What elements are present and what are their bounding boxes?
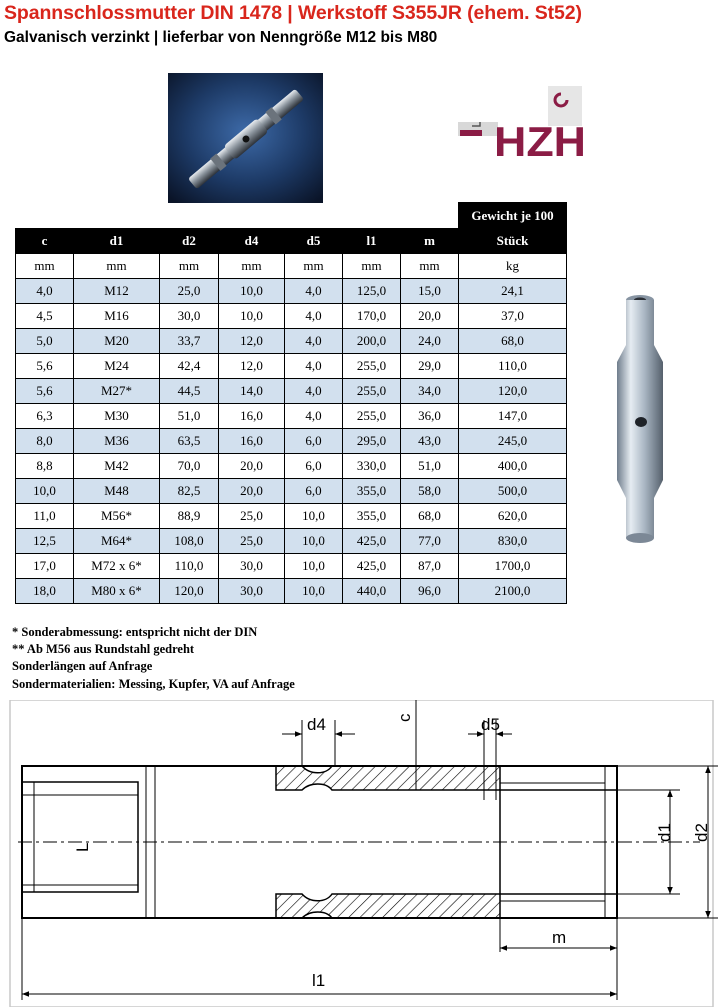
cell-weight: 830,0: [459, 529, 567, 554]
table-row: [16, 479, 567, 504]
svg-text:HZH: HZH: [494, 118, 586, 158]
cell-d4: 16,0: [219, 429, 285, 454]
cell-m: 36,0: [401, 404, 459, 429]
cell-d5: 10,0: [285, 554, 343, 579]
cell-d4: 16,0: [219, 404, 285, 429]
cell-d5: 4,0: [285, 279, 343, 304]
cell-d5: 6,0: [285, 479, 343, 504]
cell-d5: 4,0: [285, 354, 343, 379]
cell-d4: 10,0: [219, 304, 285, 329]
cell-weight: 68,0: [459, 329, 567, 354]
cell-m: 68,0: [401, 504, 459, 529]
table-row: [16, 554, 567, 579]
cell-d1: M64*: [74, 529, 160, 554]
cell-d2: 110,0: [160, 554, 219, 579]
col-header-d2: d2: [160, 229, 219, 254]
cell-m: 29,0: [401, 354, 459, 379]
cell-l1: 425,0: [343, 529, 401, 554]
cell-d5: 4,0: [285, 304, 343, 329]
col-header-d4: d4: [219, 229, 285, 254]
cell-c: 5,6: [16, 379, 74, 404]
table-row: [16, 279, 567, 304]
cell-d4: 20,0: [219, 454, 285, 479]
cell-d2: 30,0: [160, 304, 219, 329]
label-d4: d4: [307, 715, 326, 734]
label-d5: d5: [481, 715, 500, 734]
cell-c: 5,0: [16, 329, 74, 354]
cell-d2: 25,0: [160, 279, 219, 304]
table-row: [16, 504, 567, 529]
unit-cell: kg: [459, 254, 567, 279]
cell-l1: 200,0: [343, 329, 401, 354]
cell-l1: 125,0: [343, 279, 401, 304]
table-row: [16, 354, 567, 379]
cell-d5: 4,0: [285, 404, 343, 429]
turnbuckle-side-image: [605, 290, 675, 545]
cell-l1: 255,0: [343, 379, 401, 404]
cell-d1: M20: [74, 329, 160, 354]
cell-l1: 170,0: [343, 304, 401, 329]
weight-header-row: [16, 203, 567, 229]
unit-cell: mm: [160, 254, 219, 279]
cell-d1: M80 x 6*: [74, 579, 160, 604]
cell-m: 20,0: [401, 304, 459, 329]
cell-m: 77,0: [401, 529, 459, 554]
cell-d2: 88,9: [160, 504, 219, 529]
cell-m: 87,0: [401, 554, 459, 579]
cell-d1: M56*: [74, 504, 160, 529]
cell-weight: 147,0: [459, 404, 567, 429]
table-row: [16, 404, 567, 429]
cell-m: 96,0: [401, 579, 459, 604]
footnotes: [12, 624, 295, 693]
cell-d1: M36: [74, 429, 160, 454]
cell-c: 17,0: [16, 554, 74, 579]
cell-weight: 24,1: [459, 279, 567, 304]
unit-cell: mm: [401, 254, 459, 279]
cell-c: 4,0: [16, 279, 74, 304]
cell-d2: 63,5: [160, 429, 219, 454]
cell-c: 18,0: [16, 579, 74, 604]
cell-d5: 10,0: [285, 504, 343, 529]
cell-c: 5,6: [16, 354, 74, 379]
cell-weight: 120,0: [459, 379, 567, 404]
cell-weight: 110,0: [459, 354, 567, 379]
footnote: Sonderlängen auf Anfrage: [12, 659, 153, 674]
col-header-weight: Stück: [459, 229, 567, 254]
technical-drawing: [0, 700, 723, 1007]
unit-cell: mm: [219, 254, 285, 279]
cell-c: 12,5: [16, 529, 74, 554]
cell-c: 11,0: [16, 504, 74, 529]
cell-d2: 120,0: [160, 579, 219, 604]
cell-d4: 10,0: [219, 279, 285, 304]
cell-l1: 295,0: [343, 429, 401, 454]
label-d2: d2: [692, 823, 711, 842]
cell-d5: 10,0: [285, 579, 343, 604]
cell-weight: 245,0: [459, 429, 567, 454]
label-c: c: [395, 713, 414, 722]
cell-weight: 1700,0: [459, 554, 567, 579]
cell-d4: 12,0: [219, 329, 285, 354]
cell-l1: 425,0: [343, 554, 401, 579]
cell-d2: 70,0: [160, 454, 219, 479]
col-header-l1: l1: [343, 229, 401, 254]
cell-d5: 10,0: [285, 529, 343, 554]
cell-weight: 620,0: [459, 504, 567, 529]
col-header-d1: d1: [74, 229, 160, 254]
cell-l1: 255,0: [343, 354, 401, 379]
table-row: [16, 379, 567, 404]
cell-l1: 255,0: [343, 404, 401, 429]
table-row: [16, 329, 567, 354]
unit-row: [16, 254, 567, 279]
footnote: ** Ab M56 aus Rundstahl gedreht: [12, 642, 195, 657]
unit-cell: mm: [285, 254, 343, 279]
cell-m: 34,0: [401, 379, 459, 404]
cell-m: 15,0: [401, 279, 459, 304]
unit-cell: mm: [74, 254, 160, 279]
cell-weight: 500,0: [459, 479, 567, 504]
cell-weight: 400,0: [459, 454, 567, 479]
cell-l1: 330,0: [343, 454, 401, 479]
label-m: m: [552, 928, 567, 947]
cell-d2: 51,0: [160, 404, 219, 429]
cell-l1: 355,0: [343, 504, 401, 529]
cell-d5: 6,0: [285, 454, 343, 479]
col-header-m: m: [401, 229, 459, 254]
cell-l1: 355,0: [343, 479, 401, 504]
cell-d1: M16: [74, 304, 160, 329]
cell-d1: M27*: [74, 379, 160, 404]
cell-m: 24,0: [401, 329, 459, 354]
table-row: [16, 579, 567, 604]
cell-c: 10,0: [16, 479, 74, 504]
label-L: L: [73, 842, 92, 852]
cell-m: 51,0: [401, 454, 459, 479]
cell-d4: 30,0: [219, 554, 285, 579]
header-row: [16, 229, 567, 254]
label-l1: l1: [312, 971, 326, 990]
table-row: [16, 429, 567, 454]
cell-c: 8,8: [16, 454, 74, 479]
col-header-c: c: [16, 229, 74, 254]
cell-d2: 82,5: [160, 479, 219, 504]
footnote: Sondermaterialien: Messing, Kupfer, VA auf Anfrage: [12, 676, 295, 691]
cell-d4: 25,0: [219, 529, 285, 554]
cell-c: 6,3: [16, 404, 74, 429]
label-d1: d1: [655, 823, 674, 842]
dimension-table: [15, 202, 567, 604]
unit-cell: mm: [16, 254, 74, 279]
cell-weight: 2100,0: [459, 579, 567, 604]
col-header-d5: d5: [285, 229, 343, 254]
footnote: * Sonderabmessung: entspricht nicht der DIN: [12, 625, 258, 639]
cell-c: 4,5: [16, 304, 74, 329]
weight-header-top: Gewicht je 100: [459, 203, 567, 229]
table-row: [16, 529, 567, 554]
cell-d5: 4,0: [285, 379, 343, 404]
unit-cell: mm: [343, 254, 401, 279]
cell-d5: 4,0: [285, 329, 343, 354]
cell-d1: M30: [74, 404, 160, 429]
cell-d1: M24: [74, 354, 160, 379]
cell-d4: 14,0: [219, 379, 285, 404]
cell-d4: 25,0: [219, 504, 285, 529]
page-title: Spannschlossmutter DIN 1478 | Werkstoff S355JR (ehem. St52): [4, 2, 582, 24]
cell-d2: 108,0: [160, 529, 219, 554]
cell-d4: 30,0: [219, 579, 285, 604]
cell-m: 43,0: [401, 429, 459, 454]
cell-d4: 12,0: [219, 354, 285, 379]
product-photo: [168, 73, 323, 204]
cell-l1: 440,0: [343, 579, 401, 604]
cell-m: 58,0: [401, 479, 459, 504]
cell-d4: 20,0: [219, 479, 285, 504]
cell-c: 8,0: [16, 429, 74, 454]
table-row: [16, 304, 567, 329]
company-logo: [458, 86, 588, 158]
cell-d1: M72 x 6*: [74, 554, 160, 579]
cell-d1: M42: [74, 454, 160, 479]
cell-d2: 44,5: [160, 379, 219, 404]
table-row: [16, 454, 567, 479]
cell-d5: 6,0: [285, 429, 343, 454]
cell-d1: M12: [74, 279, 160, 304]
cell-d2: 42,4: [160, 354, 219, 379]
page-subtitle: Galvanisch verzinkt | lieferbar von Nenngröße M12 bis M80: [4, 29, 438, 46]
cell-d2: 33,7: [160, 329, 219, 354]
cell-d1: M48: [74, 479, 160, 504]
cell-weight: 37,0: [459, 304, 567, 329]
